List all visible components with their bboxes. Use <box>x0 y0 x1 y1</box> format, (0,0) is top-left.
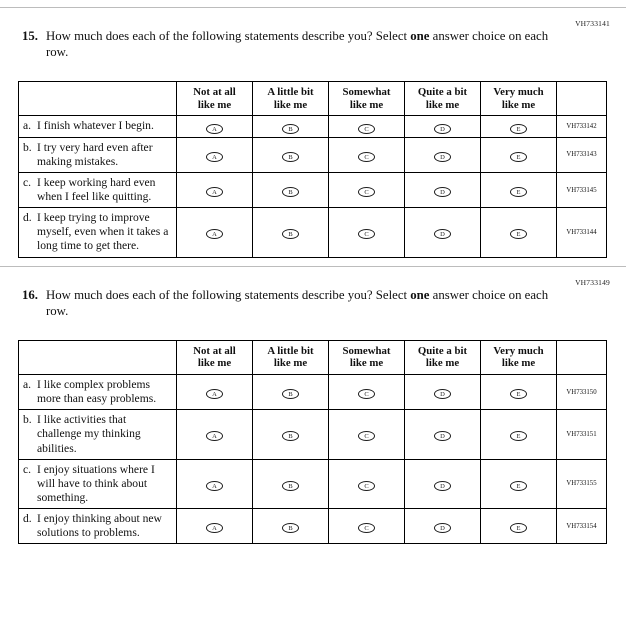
row-letter: a. <box>23 119 32 133</box>
option-cell <box>253 410 329 459</box>
header-row <box>19 81 607 115</box>
option-cell <box>405 375 481 410</box>
option-cell <box>329 459 405 508</box>
statement-cell <box>19 509 177 544</box>
statement-text: I like complex problems more than easy problems. <box>37 378 157 406</box>
prompt-post: answer choice on each row. <box>46 287 549 318</box>
column-header-a-little-bit <box>253 340 329 374</box>
answer-bubble-a[interactable]: A <box>206 229 223 239</box>
option-cell <box>253 172 329 207</box>
accession-code-16: VH733149 <box>575 277 610 287</box>
option-cell <box>177 208 253 257</box>
statement-cell <box>19 116 177 137</box>
option-cell <box>329 375 405 410</box>
option-cell <box>253 137 329 172</box>
answer-bubble-a[interactable]: A <box>206 152 223 162</box>
answer-bubble-b[interactable]: B <box>282 152 299 162</box>
statement-cell <box>19 172 177 207</box>
answer-bubble-a[interactable]: A <box>206 431 223 441</box>
option-cell <box>329 509 405 544</box>
option-cell <box>481 375 557 410</box>
question-text <box>46 29 551 61</box>
column-header-not-at-all <box>177 81 253 115</box>
column-header-quite-a-bit <box>405 81 481 115</box>
statement-cell <box>19 137 177 172</box>
statement-text: I like activities that challenge my thinking abilities. <box>37 413 141 455</box>
header-line: Somewhat <box>342 344 391 357</box>
answer-bubble-b[interactable]: B <box>282 187 299 197</box>
answer-bubble-a[interactable]: A <box>206 523 223 533</box>
answer-bubble-a[interactable]: A <box>206 124 223 134</box>
table-row-b <box>19 137 607 172</box>
column-header-very-much <box>481 340 557 374</box>
statement-cell <box>19 459 177 508</box>
answer-bubble-d[interactable]: D <box>434 124 451 134</box>
option-cell <box>177 172 253 207</box>
header-line: Not at all <box>193 85 236 98</box>
option-cell <box>481 410 557 459</box>
option-cell <box>253 509 329 544</box>
option-cell <box>177 410 253 459</box>
statement-text: I keep trying to improve myself, even when it takes a long time to get there. <box>37 211 169 253</box>
question-number: 15. <box>22 29 38 43</box>
response-grid-15 <box>18 81 607 258</box>
header-line: Quite a bit <box>417 85 468 98</box>
answer-bubble-c[interactable]: C <box>358 481 375 491</box>
statement-text: I keep working hard even when I feel like quitting. <box>37 175 156 203</box>
option-cell <box>253 208 329 257</box>
question-prompt-15 <box>22 29 626 61</box>
row-code: VH733150 <box>557 375 607 410</box>
prompt-pre: How much does each of the following statements describe you? Select <box>46 287 411 302</box>
header-line: Quite a bit <box>417 344 468 357</box>
column-header-somewhat <box>329 340 405 374</box>
option-cell <box>405 116 481 137</box>
row-code: VH733151 <box>557 410 607 459</box>
option-cell <box>481 137 557 172</box>
option-cell <box>405 208 481 257</box>
option-cell <box>329 116 405 137</box>
answer-bubble-e[interactable]: E <box>510 431 527 441</box>
row-letter: a. <box>23 378 32 391</box>
answer-bubble-d[interactable]: D <box>434 152 451 162</box>
option-cell <box>253 459 329 508</box>
empty-stub-header <box>19 81 177 115</box>
answer-bubble-e[interactable]: E <box>510 229 527 239</box>
column-header-quite-a-bit <box>405 340 481 374</box>
header-line: like me <box>425 98 460 111</box>
table-row-b <box>19 410 607 459</box>
answer-bubble-b[interactable]: B <box>282 389 299 399</box>
option-cell <box>405 137 481 172</box>
header-row <box>19 340 607 374</box>
row-code: VH733143 <box>557 137 607 172</box>
answer-bubble-e[interactable]: E <box>510 152 527 162</box>
header-line: Very much <box>493 85 544 98</box>
answer-bubble-d[interactable]: D <box>434 523 451 533</box>
table-row-c <box>19 459 607 508</box>
answer-bubble-b[interactable]: B <box>282 124 299 134</box>
header-line: like me <box>425 357 460 370</box>
row-code: VH733144 <box>557 208 607 257</box>
row-letter: c. <box>23 462 32 476</box>
prompt-pre: How much does each of the following statements describe you? Select <box>46 29 411 43</box>
answer-bubble-c[interactable]: C <box>358 523 375 533</box>
answer-bubble-d[interactable]: D <box>434 431 451 441</box>
answer-bubble-a[interactable]: A <box>206 481 223 491</box>
table-row-a <box>19 116 607 137</box>
row-letter: b. <box>23 140 32 154</box>
column-header-not-at-all <box>177 340 253 374</box>
answer-bubble-a[interactable]: A <box>206 389 223 399</box>
row-code: VH733142 <box>557 116 607 137</box>
option-cell <box>481 172 557 207</box>
option-cell <box>253 375 329 410</box>
statement-cell <box>19 208 177 257</box>
row-letter: b. <box>23 413 32 427</box>
statement-text: I enjoy thinking about new solutions to problems. <box>37 512 162 540</box>
row-letter: d. <box>23 512 32 526</box>
option-cell <box>177 509 253 544</box>
answer-bubble-d[interactable]: D <box>434 229 451 239</box>
option-cell <box>405 410 481 459</box>
statement-text: I finish whatever I begin. <box>37 119 154 133</box>
answer-bubble-d[interactable]: D <box>434 187 451 197</box>
answer-bubble-e[interactable]: E <box>510 389 527 399</box>
header-line: A little bit <box>267 85 314 98</box>
header-line: like me <box>349 98 384 111</box>
empty-code-header <box>557 81 607 115</box>
header-line: Very much <box>493 344 544 357</box>
option-cell <box>329 208 405 257</box>
header-line: like me <box>501 357 536 370</box>
header-line: like me <box>197 98 232 111</box>
option-cell <box>177 116 253 137</box>
option-cell <box>177 375 253 410</box>
option-cell <box>405 459 481 508</box>
answer-bubble-e[interactable]: E <box>510 523 527 533</box>
answer-bubble-b[interactable]: B <box>282 431 299 441</box>
option-cell <box>177 459 253 508</box>
question-item-16 <box>0 267 626 545</box>
option-cell <box>329 410 405 459</box>
row-letter: c. <box>23 175 32 189</box>
table-row-d <box>19 208 607 257</box>
header-line: like me <box>349 357 384 370</box>
row-letter: d. <box>23 211 32 225</box>
table-row-c <box>19 172 607 207</box>
option-cell <box>329 137 405 172</box>
question-item-15 <box>0 8 626 258</box>
answer-bubble-c[interactable]: C <box>358 389 375 399</box>
statement-text: I try very hard even after making mistakes. <box>37 140 153 168</box>
answer-bubble-c[interactable]: C <box>358 431 375 441</box>
statement-text: I enjoy situations where I will have to think about something. <box>37 462 155 504</box>
option-cell <box>253 116 329 137</box>
answer-bubble-c[interactable]: C <box>358 152 375 162</box>
statement-cell <box>19 375 177 410</box>
prompt-post: answer choice on each row. <box>46 29 549 59</box>
answer-bubble-d[interactable]: D <box>434 481 451 491</box>
prompt-bold: one <box>410 29 430 43</box>
header-line: A little bit <box>267 344 314 357</box>
option-cell <box>329 172 405 207</box>
empty-stub-header <box>19 340 177 374</box>
question-prompt-16 <box>22 288 626 320</box>
response-grid-16 <box>18 340 607 545</box>
option-cell <box>481 116 557 137</box>
table-row-d <box>19 509 607 544</box>
header-line: like me <box>273 357 308 370</box>
row-code: VH733155 <box>557 459 607 508</box>
statement-cell <box>19 410 177 459</box>
answer-bubble-d[interactable]: D <box>434 389 451 399</box>
answer-bubble-b[interactable]: B <box>282 229 299 239</box>
option-cell <box>405 172 481 207</box>
header-line: like me <box>501 98 536 111</box>
header-line: Not at all <box>193 344 236 357</box>
row-code: VH733154 <box>557 509 607 544</box>
prompt-bold: one <box>410 287 430 302</box>
answer-bubble-e[interactable]: E <box>510 187 527 197</box>
option-cell <box>481 509 557 544</box>
answer-bubble-e[interactable]: E <box>510 124 527 134</box>
answer-bubble-c[interactable]: C <box>358 124 375 134</box>
header-line: like me <box>197 357 232 370</box>
row-code: VH733145 <box>557 172 607 207</box>
option-cell <box>405 509 481 544</box>
answer-bubble-e[interactable]: E <box>510 481 527 491</box>
column-header-a-little-bit <box>253 81 329 115</box>
header-line: like me <box>273 98 308 111</box>
answer-bubble-b[interactable]: B <box>282 481 299 491</box>
answer-bubble-c[interactable]: C <box>358 187 375 197</box>
answer-bubble-a[interactable]: A <box>206 187 223 197</box>
answer-bubble-b[interactable]: B <box>282 523 299 533</box>
column-header-somewhat <box>329 81 405 115</box>
accession-code-15: VH733141 <box>575 19 610 28</box>
column-header-very-much <box>481 81 557 115</box>
question-text <box>46 288 551 320</box>
table-row-a <box>19 375 607 410</box>
header-line: Somewhat <box>342 85 391 98</box>
option-cell <box>481 459 557 508</box>
question-number: 16. <box>22 287 38 302</box>
answer-bubble-c[interactable]: C <box>358 229 375 239</box>
option-cell <box>481 208 557 257</box>
empty-code-header <box>557 340 607 374</box>
option-cell <box>177 137 253 172</box>
